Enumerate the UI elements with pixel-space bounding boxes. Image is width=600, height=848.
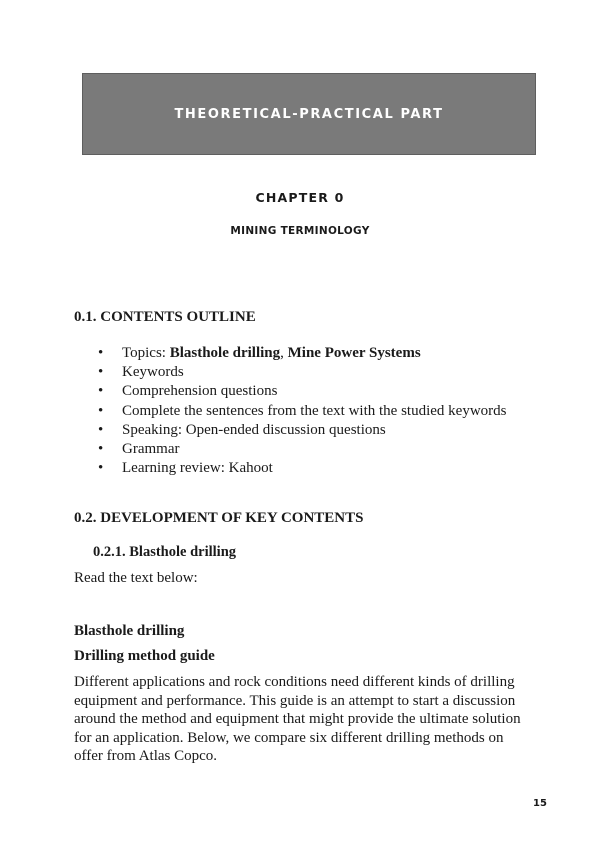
instruction-text: Read the text below: [74,570,198,586]
contents-outline-list [98,344,507,478]
section-banner [82,73,536,155]
item-text: Speaking: Open-ended discussion questions [122,421,386,438]
item-separator: , [280,345,288,361]
bullet-icon: • [98,383,104,400]
list-item [98,402,507,421]
list-item [98,363,507,382]
banner-title: THEORETICAL-PRACTICAL PART [174,106,444,122]
item-topic-2: Mine Power Systems [287,345,421,361]
list-item [98,344,507,363]
body-line: Different applications and rock conditions need different kinds of drilling [74,674,515,690]
item-text: Learning review: Kahoot [122,460,273,477]
contents-outline-heading: 0.1. CONTENTS OUTLINE [74,309,256,325]
article-title: Blasthole drilling [74,623,185,639]
bullet-icon: • [98,421,104,438]
development-heading: 0.2. DEVELOPMENT OF KEY CONTENTS [74,510,364,526]
item-text: Complete the sentences from the text with the studied keywords [122,402,507,419]
body-line: around the method and equipment that might provide the ultimate solution [74,711,521,727]
chapter-subtitle: MINING TERMINOLOGY [230,225,370,237]
list-item [98,421,507,440]
bullet-icon: • [98,345,104,361]
item-text: Grammar [122,440,180,457]
bullet-icon: • [98,460,104,477]
body-line: offer from Atlas Copco. [74,748,218,764]
list-item [98,440,507,459]
bullet-icon: • [98,440,104,457]
chapter-title: CHAPTER 0 [255,190,345,205]
item-text: Comprehension questions [122,383,278,400]
body-line: equipment and performance. This guide is an attempt to start a discussion [74,692,516,709]
page-number: 15 [533,798,547,809]
article-subtitle: Drilling method guide [74,648,215,664]
item-prefix: Topics: [122,345,170,361]
item-topic-1: Blasthole drilling [169,345,281,361]
list-item [98,382,507,401]
bullet-icon: • [98,364,104,381]
article-body [74,673,544,766]
body-line: for an application. Below, we compare six different drilling methods on [74,729,504,746]
bullet-icon: • [98,402,104,419]
development-subheading: 0.2.1. Blasthole drilling [93,544,237,560]
list-item [98,459,507,478]
item-text: Keywords [122,364,184,381]
